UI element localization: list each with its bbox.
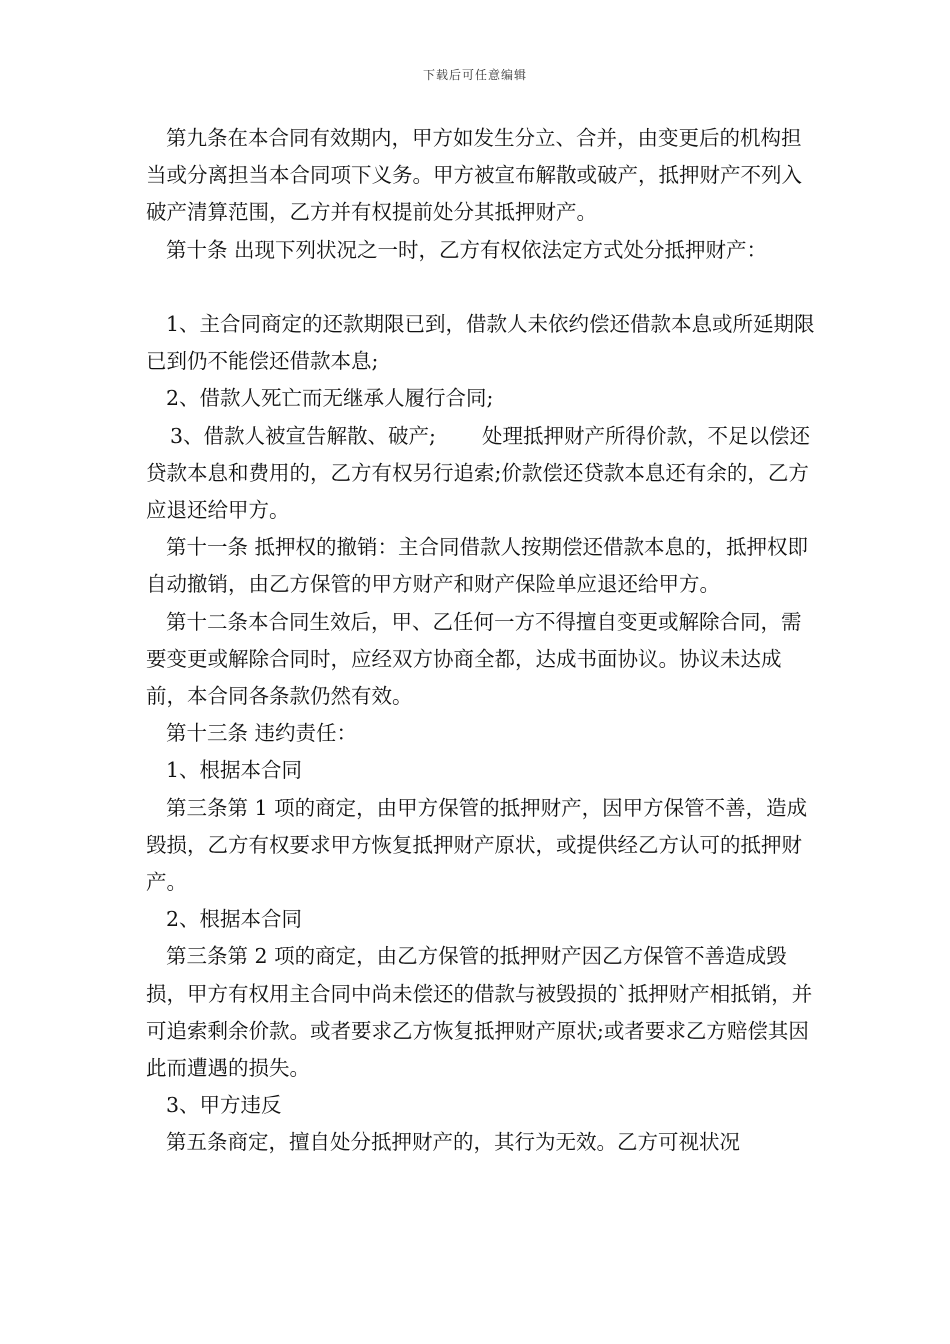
blank-line (146, 269, 816, 306)
article-13: 第十三条 违约责任： (166, 721, 358, 746)
article-10-item-3 (146, 418, 816, 530)
article-11: 第十一条 抵押权的撤销：主合同借款人按期偿还借款本息的，抵押权即自动撤销，由乙方保管的甲方财产和财产保险单应退还给甲方。 (146, 535, 809, 597)
page-header: 下载后可任意编辑 (422, 68, 527, 82)
article-13-item-2: 2、根据本合同 (166, 907, 303, 932)
article-10: 第十条 出现下列状况之一时，乙方有权依法定方式处分抵押财产： (166, 237, 768, 262)
document-body (146, 120, 816, 1162)
article-12: 第十二条本合同生效后，甲、乙任何一方不得擅自变更或解除合同，需要变更或解除合同时，应经双方协商全都，达成书面协议。协议未达成前，本合同各条款仍然有效。 (146, 609, 802, 709)
article-9: 第九条在本合同有效期内，甲方如发生分立、合并，由变更后的机构担当或分离担当本合同项下义务。甲方被宣布解散或破产，抵押财产不列入破产清算范围，乙方并有权提前处分其抵押财产。 (146, 126, 802, 225)
article-13-item-3: 3、甲方违反 (166, 1093, 282, 1118)
article-10-item-3-continuation: 处理抵押财产所得价款，不足以偿还贷款本息和费用的，乙方有权另行追索;价款偿还贷款本息还有余的，乙方应退还给甲方。 (146, 423, 810, 523)
article-13-item-2-detail: 第三条第 2 项的商定，由乙方保管的抵押财产因乙方保管不善造成毁损，甲方有权用主合同中尚未偿还的借款与被毁损的`抵押财产相抵销，并可追索剩余价款。或者要求乙方恢复抵押财产原状;或者要求乙方赔偿其因此而遭遇的损失。 (146, 944, 813, 1081)
article-13-item-3-detail: 第五条商定，擅自处分抵押财产的，其行为无效。乙方可视状况 (166, 1130, 740, 1155)
article-13-item-1: 1、根据本合同 (166, 758, 303, 783)
article-13-item-1-detail: 第三条第 1 项的商定，由甲方保管的抵押财产，因甲方保管不善，造成毁损，乙方有权要求甲方恢复抵押财产原状，或提供经乙方认可的抵押财产。 (146, 795, 808, 895)
article-10-item-2: 2、借款人死亡而无继承人履行合同; (166, 386, 494, 411)
article-10-item-3-text: 3、借款人被宣告解散、破产; (170, 423, 436, 448)
article-10-item-1: 1、主合同商定的还款期限已到，借款人未依约偿还借款本息或所延期限已到仍不能偿还借款本息; (146, 312, 815, 374)
